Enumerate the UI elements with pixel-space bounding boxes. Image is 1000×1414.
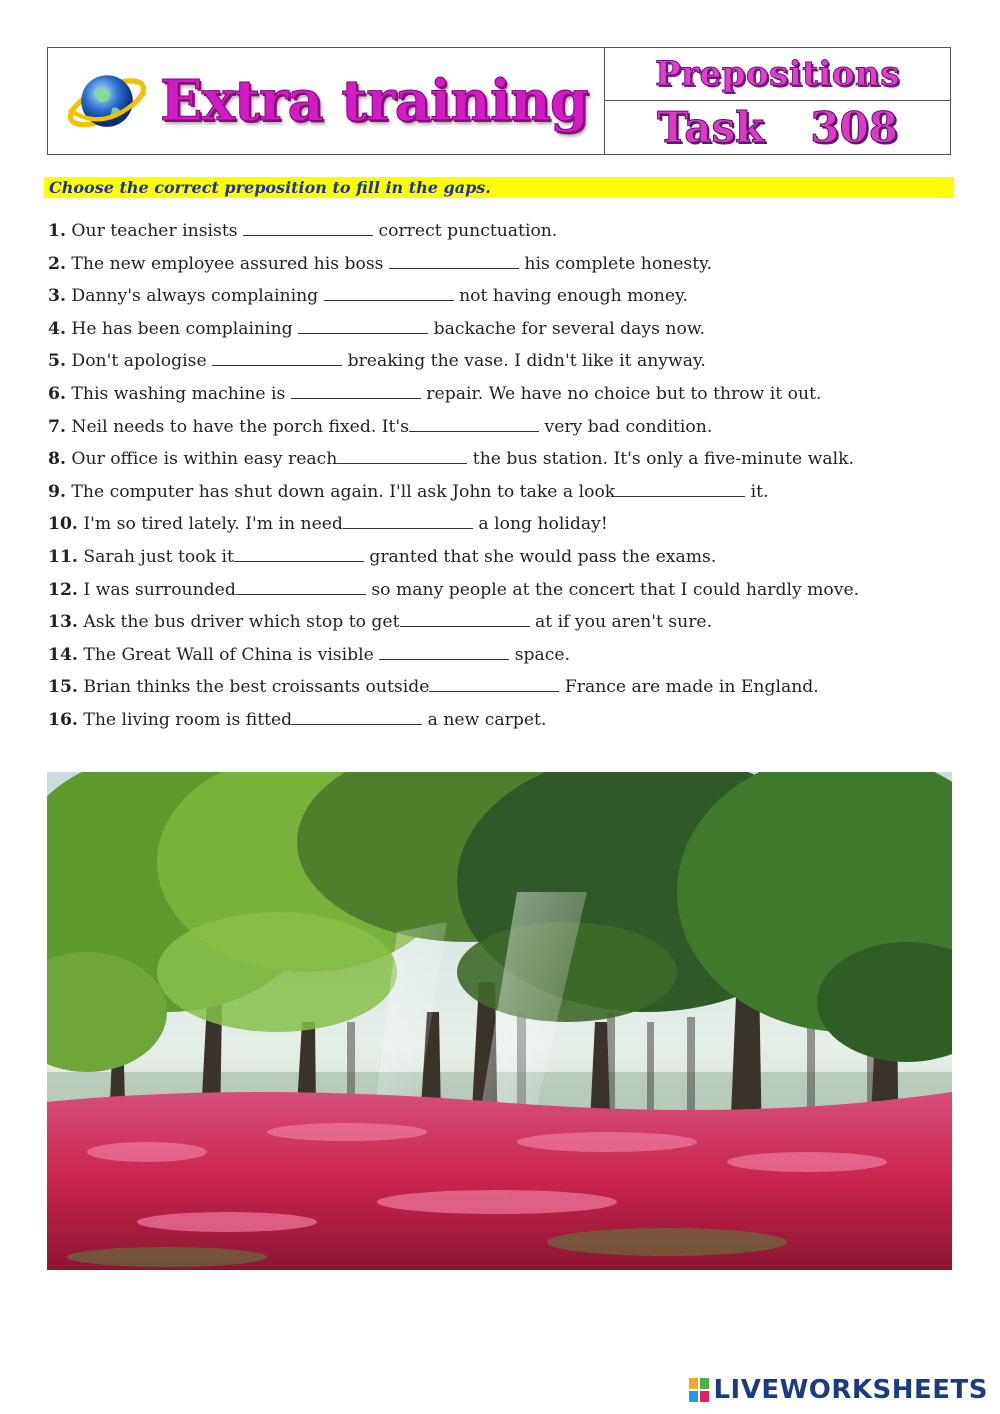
answer-gap[interactable] xyxy=(292,710,422,725)
exercise-text-before: The new employee assured his boss xyxy=(71,253,389,274)
exercise-text-before: This washing machine is xyxy=(71,383,291,404)
answer-gap[interactable] xyxy=(615,482,745,497)
exercise-item xyxy=(48,509,958,542)
exercise-item xyxy=(48,607,958,640)
exercise-text-before: I'm so tired lately. I'm in need xyxy=(83,514,343,535)
exercise-number: 14. xyxy=(48,644,78,665)
exercise-item xyxy=(48,672,958,705)
exercise-text-before: Don't apologise xyxy=(71,351,213,372)
exercise-item xyxy=(48,216,958,249)
exercise-number: 1. xyxy=(48,221,66,241)
exercise-text-after: at if you aren't sure. xyxy=(529,612,713,633)
answer-gap[interactable] xyxy=(379,645,509,660)
exercise-text-before: Brian thinks the best croissants outside xyxy=(83,677,430,698)
exercise-number: 16. xyxy=(48,709,78,730)
answer-gap[interactable] xyxy=(429,677,559,692)
exercise-text-before: The computer has shut down again. I'll ask John to take a look xyxy=(71,481,616,502)
exercise-item xyxy=(48,575,958,608)
exercise-item xyxy=(48,314,958,347)
brand-title: Extra training xyxy=(160,68,589,134)
topic-title: Prepositions xyxy=(655,54,900,94)
exercise-text-before: Our teacher insists xyxy=(71,221,244,241)
answer-gap[interactable] xyxy=(409,417,539,432)
task-cell xyxy=(605,101,950,154)
exercise-item xyxy=(48,281,958,314)
exercise-text-after: not having enough money. xyxy=(453,286,688,307)
exercise-text-after: the bus station. It's only a five-minute walk. xyxy=(467,449,854,470)
exercise-number: 11. xyxy=(48,546,78,567)
exercise-number: 15. xyxy=(48,677,78,698)
exercise-text-after: repair. We have no choice but to throw it out. xyxy=(420,383,822,404)
exercise-item xyxy=(48,379,958,412)
liveworksheets-logo-icon xyxy=(689,1378,709,1402)
exercise-text-before: The Great Wall of China is visible xyxy=(83,644,380,665)
exercise-text-before: Sarah just took it xyxy=(83,546,234,567)
exercise-text-before: Ask the bus driver which stop to get xyxy=(83,612,400,633)
exercise-number: 7. xyxy=(48,416,66,437)
task-label: Task xyxy=(657,103,765,152)
answer-gap[interactable] xyxy=(324,286,454,301)
exercise-number: 2. xyxy=(48,253,66,274)
exercise-number: 4. xyxy=(48,318,66,339)
exercise-item xyxy=(48,640,958,673)
instruction-banner: Choose the correct preposition to fill in the gaps. xyxy=(44,177,954,198)
exercise-number: 10. xyxy=(48,514,78,535)
exercise-list xyxy=(48,216,958,738)
exercise-text-before: Neil needs to have the porch fixed. It's xyxy=(71,416,410,437)
answer-gap[interactable] xyxy=(389,254,519,269)
exercise-number: 8. xyxy=(48,449,66,470)
exercise-number: 12. xyxy=(48,579,78,600)
answer-gap[interactable] xyxy=(298,319,428,334)
exercise-text-after: very bad condition. xyxy=(539,416,713,437)
exercise-number: 13. xyxy=(48,612,78,633)
globe-icon xyxy=(64,58,150,144)
forest-illustration xyxy=(47,772,952,1270)
exercise-text-after: space. xyxy=(509,644,571,665)
exercise-text-after: breaking the vase. I didn't like it anyway. xyxy=(342,351,706,372)
exercise-text-before: I was surrounded xyxy=(83,579,236,600)
forest-photo xyxy=(47,772,952,1270)
worksheet-header xyxy=(47,47,951,155)
answer-gap[interactable] xyxy=(234,547,364,562)
exercise-text-after: backache for several days now. xyxy=(428,318,705,339)
exercise-item xyxy=(48,249,958,282)
exercise-item xyxy=(48,346,958,379)
exercise-number: 6. xyxy=(48,383,66,404)
answer-gap[interactable] xyxy=(400,612,530,627)
logo-square xyxy=(700,1391,709,1402)
topic-cell xyxy=(605,48,950,101)
exercise-text-before: Danny's always complaining xyxy=(71,286,324,307)
logo-square xyxy=(689,1378,698,1389)
exercise-text-after: correct punctuation. xyxy=(373,221,558,241)
exercise-number: 5. xyxy=(48,351,66,372)
answer-gap[interactable] xyxy=(212,351,342,366)
answer-gap[interactable] xyxy=(291,384,421,399)
exercise-item xyxy=(48,412,958,445)
exercise-text-before: Our office is within easy reach xyxy=(71,449,338,470)
exercise-number: 3. xyxy=(48,286,66,307)
answer-gap[interactable] xyxy=(236,580,366,595)
exercise-text-before: The living room is fitted xyxy=(83,709,293,730)
exercise-item xyxy=(48,542,958,575)
exercise-text-after: granted that she would pass the exams. xyxy=(363,546,717,567)
header-task-cell xyxy=(605,48,950,154)
task-number: 308 xyxy=(810,103,898,152)
exercise-text-after: a new carpet. xyxy=(422,709,547,730)
exercise-text-after: a long holiday! xyxy=(472,514,608,535)
exercise-item xyxy=(48,444,958,477)
exercise-item xyxy=(48,705,958,738)
answer-gap[interactable] xyxy=(243,221,373,236)
header-brand-cell xyxy=(48,48,605,154)
exercise-number: 9. xyxy=(48,481,66,502)
footer-brand: LIVEWORKSHEETS xyxy=(713,1375,988,1405)
logo-square xyxy=(700,1378,709,1389)
answer-gap[interactable] xyxy=(337,449,467,464)
exercise-item xyxy=(48,477,958,510)
exercise-text-after: France are made in England. xyxy=(559,677,819,698)
exercise-text-before: He has been complaining xyxy=(71,318,299,339)
liveworksheets-footer xyxy=(689,1375,988,1405)
exercise-text-after: it. xyxy=(745,481,769,502)
exercise-text-after: so many people at the concert that I could hardly move. xyxy=(365,579,860,600)
exercise-text-after: his complete honesty. xyxy=(518,253,713,274)
answer-gap[interactable] xyxy=(343,514,473,529)
logo-square xyxy=(689,1391,698,1402)
